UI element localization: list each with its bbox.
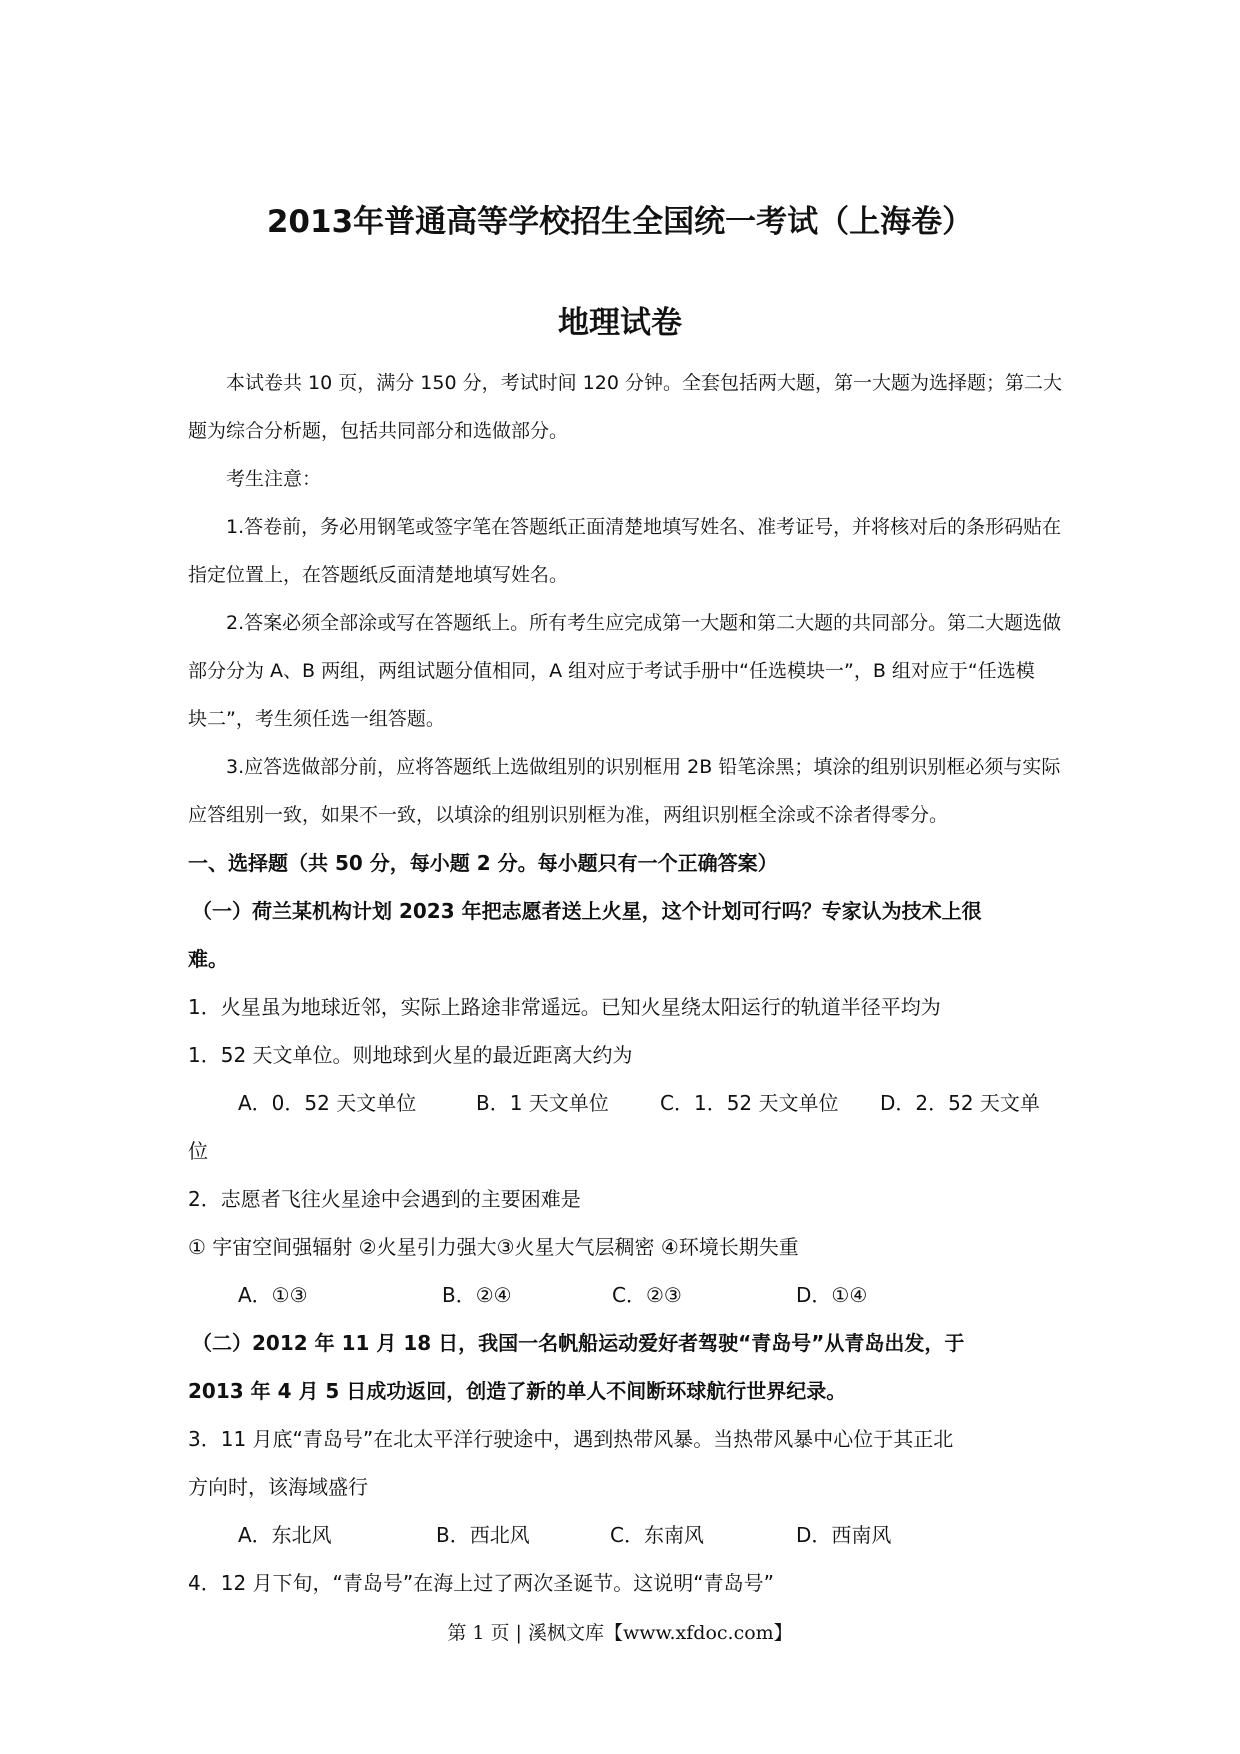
option-c: C．1．52 天文单位 — [660, 1091, 839, 1115]
intro-text: 本试卷共 10 页，满分 150 分，考试时间 120 分钟。全套包括两大题，第一大题为选择题；第二大 — [226, 372, 1062, 394]
question-3: 方向时，该海域盛行 — [188, 1475, 368, 1499]
question-2-statements: ① 宇宙空间强辐射 ②火星引力强大③火星大气层稠密 ④环境长期失重 — [188, 1235, 799, 1259]
option-b: B．西北风 — [436, 1523, 530, 1547]
group-heading: 难。 — [188, 947, 228, 971]
question-4: 4．12 月下旬，“青岛号”在海上过了两次圣诞节。这说明“青岛号” — [188, 1571, 774, 1595]
group-heading: 2013 年 4 月 5 日成功返回，创造了新的单人不间断环球航行世界纪录。 — [188, 1379, 847, 1403]
section-heading: 一、选择题（共 50 分，每小题 2 分。每小题只有一个正确答案） — [188, 851, 778, 875]
notice-title: 考生注意： — [226, 468, 322, 490]
option-d: D．①④ — [796, 1283, 868, 1307]
notice-item: 指定位置上，在答题纸反面清楚地填写姓名。 — [188, 564, 569, 586]
option-b: B．②④ — [442, 1283, 512, 1307]
notice-item: 应答组别一致，如果不一致，以填涂的组别识别框为准，两组识别框全涂或不涂者得零分。 — [188, 804, 949, 826]
exam-subtitle: 地理试卷 — [558, 305, 682, 341]
intro-text: 题为综合分析题，包括共同部分和选做部分。 — [188, 420, 569, 442]
group-heading: （二）2012 年 11 月 18 日，我国一名帆船运动爱好者驾驶“青岛号”从青岛出发，于 — [192, 1331, 965, 1355]
notice-item: 3.应答选做部分前，应将答题纸上选做组别的识别框用 2B 铅笔涂黑；填涂的组别识别框必须与实际 — [226, 756, 1061, 778]
option-d: D．2．52 天文单 — [880, 1091, 1040, 1115]
question-3: 3．11 月底“青岛号”在北太平洋行驶途中，遇到热带风暴。当热带风暴中心位于其正北 — [188, 1427, 954, 1451]
option-a: A．①③ — [238, 1283, 308, 1307]
question-2: 2．志愿者飞往火星途中会遇到的主要困难是 — [188, 1187, 581, 1211]
question-1: 1．52 天文单位。则地球到火星的最近距离大约为 — [188, 1043, 633, 1067]
option-b: B．1 天文单位 — [476, 1091, 609, 1115]
option-c: C．②③ — [612, 1283, 682, 1307]
option-c: C．东南风 — [610, 1523, 704, 1547]
question-1: 1．火星虽为地球近邻，实际上路途非常遥远。已知火星绕太阳运行的轨道半径平均为 — [188, 995, 941, 1019]
notice-item: 块二”，考生须任选一组答题。 — [188, 708, 445, 730]
page-footer: 第 1 页 | 溪枫文库【www.xfdoc.com】 — [447, 1622, 793, 1644]
option-d: D．西南风 — [796, 1523, 892, 1547]
exam-title: 2013年普通高等学校招生全国统一考试（上海卷） — [266, 204, 974, 240]
notice-item: 2.答案必须全部涂或写在答题纸上。所有考生应完成第一大题和第二大题的共同部分。第二大题选做 — [226, 612, 1062, 634]
option-a: A．东北风 — [238, 1523, 332, 1547]
notice-item: 1.答卷前，务必用钢笔或签字笔在答题纸正面清楚地填写姓名、准考证号，并将核对后的条形码贴在 — [226, 516, 1062, 538]
group-heading: （一）荷兰某机构计划 2023 年把志愿者送上火星，这个计划可行吗？专家认为技术上很 — [192, 899, 982, 923]
option-wrap: 位 — [188, 1139, 208, 1163]
notice-item: 部分分为 A、B 两组，两组试题分值相同，A 组对应于考试手册中“任选模块一”，B 组对应于“任选模 — [188, 660, 1035, 682]
option-a: A．0．52 天文单位 — [238, 1091, 417, 1115]
